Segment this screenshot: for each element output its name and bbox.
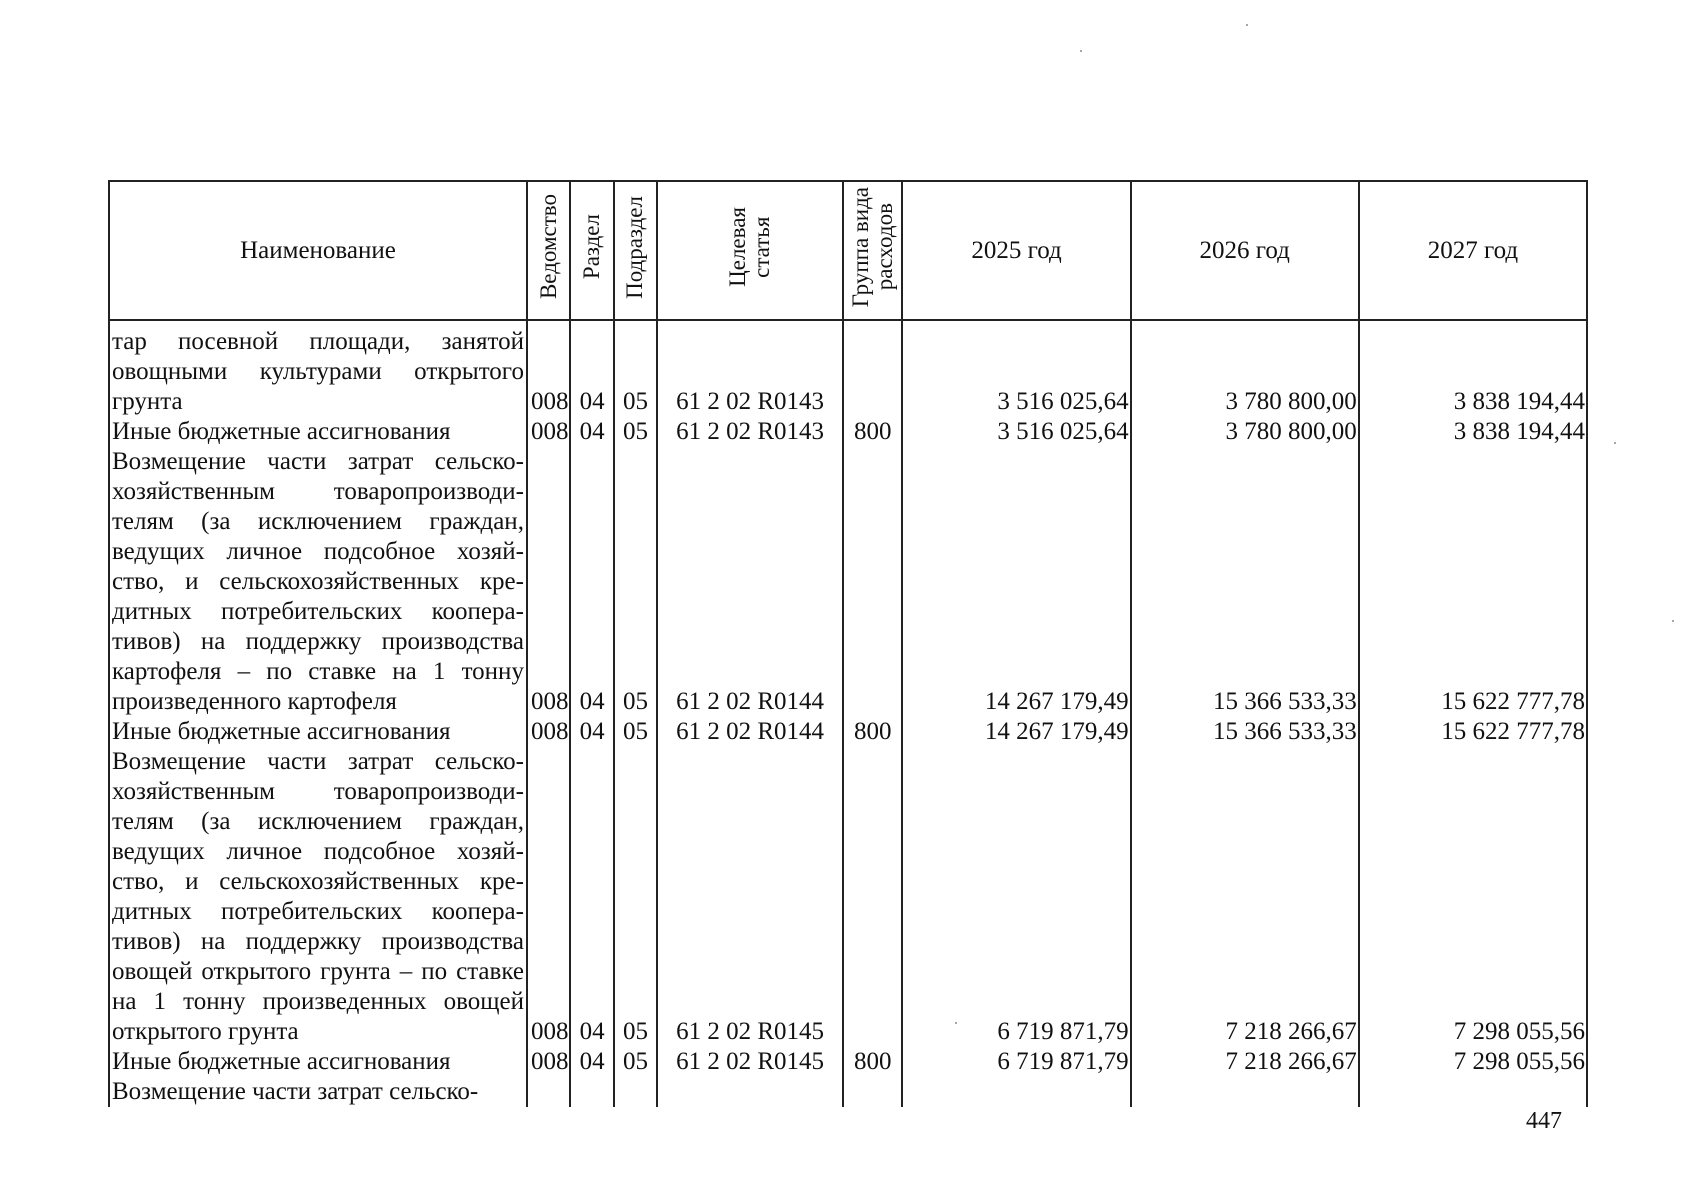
cell-vedomstvo: 008 (527, 447, 570, 717)
header-gruppa-vida-rashodov: Группа вида расходов (843, 181, 903, 320)
cell-2025: 6 719 871,79 (902, 747, 1130, 1047)
cell-2026: 3 780 800,00 (1131, 417, 1359, 447)
cell-2027: 7 298 055,56 (1359, 1047, 1587, 1077)
cell-tselevaya-statya: 61 2 02 R0144 (657, 447, 843, 717)
page-number: 447 (1526, 1108, 1562, 1134)
header-podrazdel: Подраздел (614, 181, 657, 320)
cell-razdel (570, 1077, 613, 1107)
cell-2027: 15 622 777,78 (1359, 717, 1587, 747)
cell-tselevaya-statya: 61 2 02 R0143 (657, 417, 843, 447)
cell-vedomstvo: 008 (527, 417, 570, 447)
table-body (109, 320, 1587, 1107)
scan-speck (1080, 50, 1082, 52)
table-row (109, 717, 1587, 747)
cell-2025: 3 516 025,64 (902, 327, 1130, 417)
cell-vedomstvo: 008 (527, 747, 570, 1047)
scan-speck (1614, 442, 1616, 444)
cell-vedomstvo: 008 (527, 327, 570, 417)
cell-podrazdel (614, 1077, 657, 1107)
cell-2027: 15 622 777,78 (1359, 447, 1587, 717)
cell-name: Возмещение части затрат сельско-хозяйственным товаропроизводи-телям (за исключением граждан, ведущих личное подсобное хозяй-ство, и сельскохозяйственных кре-дитных потребительских коопера-тивов) на поддержку производства картофеля – по ставке на 1 тонну произведенного картофеля (109, 447, 527, 717)
cell-razdel: 04 (570, 327, 613, 417)
cell-2025: 14 267 179,49 (902, 447, 1130, 717)
cell-podrazdel: 05 (614, 327, 657, 417)
cell-2026: 15 366 533,33 (1131, 717, 1359, 747)
cell-razdel: 04 (570, 417, 613, 447)
header-name: Наименование (109, 181, 527, 320)
cell-2027: 7 298 055,56 (1359, 747, 1587, 1047)
cell-tselevaya-statya: 61 2 02 R0143 (657, 327, 843, 417)
scan-speck (1246, 24, 1248, 26)
cell-name: тар посевной площади, занятой овощными культурами открытого грунта (109, 327, 527, 417)
table-row (109, 747, 1587, 1047)
cell-gruppa-vida-rashodov (843, 447, 903, 717)
cell-2027 (1359, 1077, 1587, 1107)
cell-gruppa-vida-rashodov: 800 (843, 717, 903, 747)
cell-gruppa-vida-rashodov: 800 (843, 1047, 903, 1077)
cell-vedomstvo (527, 1077, 570, 1107)
scan-speck (1672, 620, 1674, 622)
cell-podrazdel: 05 (614, 1047, 657, 1077)
cell-tselevaya-statya: 61 2 02 R0145 (657, 1047, 843, 1077)
table-row (109, 447, 1587, 717)
cell-name: Иные бюджетные ассигнования (109, 417, 527, 447)
cell-2025: 6 719 871,79 (902, 1047, 1130, 1077)
cell-razdel: 04 (570, 717, 613, 747)
cell-vedomstvo: 008 (527, 1047, 570, 1077)
cell-2026: 15 366 533,33 (1131, 447, 1359, 717)
cell-razdel: 04 (570, 447, 613, 717)
table-spacer-row (109, 320, 1587, 327)
header-tselevaya-statya: Целевая статья (657, 181, 843, 320)
cell-tselevaya-statya: 61 2 02 R0144 (657, 717, 843, 747)
cell-razdel: 04 (570, 1047, 613, 1077)
cell-name: Иные бюджетные ассигнования (109, 1047, 527, 1077)
cell-tselevaya-statya: 61 2 02 R0145 (657, 747, 843, 1047)
header-2027: 2027 год (1359, 181, 1587, 320)
table-row (109, 1077, 1587, 1107)
cell-razdel: 04 (570, 747, 613, 1047)
header-2026: 2026 год (1131, 181, 1359, 320)
cell-2026: 7 218 266,67 (1131, 747, 1359, 1047)
cell-name: Иные бюджетные ассигнования (109, 717, 527, 747)
cell-podrazdel: 05 (614, 447, 657, 717)
header-razdel: Раздел (570, 181, 613, 320)
header-vedomstvo: Ведомство (527, 181, 570, 320)
cell-podrazdel: 05 (614, 747, 657, 1047)
cell-gruppa-vida-rashodov (843, 747, 903, 1047)
cell-podrazdel: 05 (614, 417, 657, 447)
cell-2027: 3 838 194,44 (1359, 417, 1587, 447)
cell-gruppa-vida-rashodov (843, 327, 903, 417)
cell-2027: 3 838 194,44 (1359, 327, 1587, 417)
table-row (109, 1047, 1587, 1077)
cell-2026: 3 780 800,00 (1131, 327, 1359, 417)
budget-table (108, 180, 1588, 1107)
table-row (109, 327, 1587, 417)
cell-podrazdel: 05 (614, 717, 657, 747)
header-2025: 2025 год (902, 181, 1130, 320)
cell-2025 (902, 1077, 1130, 1107)
table-header (109, 181, 1587, 320)
cell-2025: 14 267 179,49 (902, 717, 1130, 747)
cell-2026 (1131, 1077, 1359, 1107)
cell-vedomstvo: 008 (527, 717, 570, 747)
cell-name: Возмещение части затрат сельско-хозяйственным товаропроизводи-телям (за исключением граждан, ведущих личное подсобное хозяй-ство, и сельскохозяйственных кре-дитных потребительских коопера-тивов) на поддержку производства овощей открытого грунта – по ставке на 1 тонну произведенных овощей открытого грунта (109, 747, 527, 1047)
cell-2026: 7 218 266,67 (1131, 1047, 1359, 1077)
cell-gruppa-vida-rashodov: 800 (843, 417, 903, 447)
cell-2025: 3 516 025,64 (902, 417, 1130, 447)
cell-gruppa-vida-rashodov (843, 1077, 903, 1107)
cell-tselevaya-statya (657, 1077, 843, 1107)
cell-name: Возмещение части затрат сельско- (109, 1077, 527, 1107)
table-row (109, 417, 1587, 447)
